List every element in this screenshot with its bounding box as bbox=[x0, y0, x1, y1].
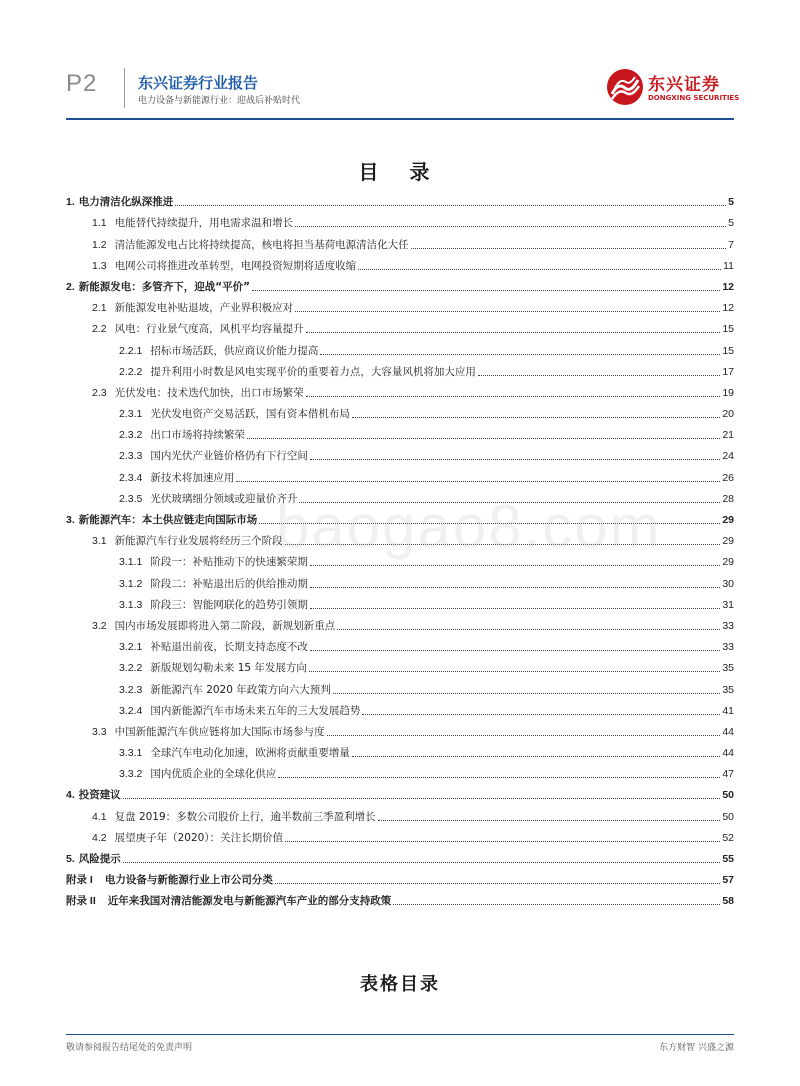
toc-entry-number: 附录 I bbox=[66, 874, 93, 887]
toc-entry[interactable] bbox=[66, 273, 734, 294]
toc-dot-leader bbox=[309, 671, 720, 672]
toc-entry-page: 17 bbox=[722, 365, 734, 378]
toc-entry-page: 55 bbox=[722, 853, 734, 865]
toc-entry-page: 57 bbox=[722, 874, 734, 887]
toc-entry-page: 29 bbox=[722, 556, 734, 569]
toc-entry-title: 新能源汽车行业发展将经历三个阶段 bbox=[114, 535, 283, 548]
toc-entry-title: 电能替代持续提升，用电需求温和增长 bbox=[114, 217, 294, 230]
toc-entry-page: 35 bbox=[722, 683, 734, 696]
toc-dot-leader bbox=[310, 565, 720, 566]
toc-entry-page: 12 bbox=[722, 280, 734, 293]
toc-entry-title: 新能源发电：多管齐下，迎战“平价” bbox=[78, 280, 251, 293]
toc-entry-number: 附录 II bbox=[66, 895, 96, 908]
toc-entry[interactable] bbox=[66, 654, 734, 675]
page-number: P2 bbox=[66, 70, 98, 97]
toc-entry[interactable] bbox=[66, 294, 734, 315]
toc-entry-title: 新能源汽车：本土供应链走向国际市场 bbox=[78, 514, 258, 526]
toc-entry-title: 光伏发电资产交易活跃，国有资本借机布局 bbox=[150, 408, 350, 421]
toc-entry-title: 光伏玻璃细分领域或迎量价齐升 bbox=[150, 492, 298, 505]
toc-dot-leader bbox=[236, 481, 720, 482]
toc-entry-number: 3.3.2 bbox=[119, 768, 143, 781]
toc-dot-leader bbox=[362, 714, 720, 715]
toc-entry-page: 30 bbox=[722, 577, 734, 590]
toc-entry-page: 41 bbox=[722, 704, 734, 717]
toc-dot-leader bbox=[306, 396, 721, 397]
toc-entry-title: 新版规划勾勒未来 15 年发展方向 bbox=[150, 662, 307, 675]
toc-entry-page: 33 bbox=[722, 641, 734, 654]
logo-english-name: DONGXING SECURITIES bbox=[648, 94, 740, 102]
toc-entry-page: 11 bbox=[723, 259, 734, 272]
toc-dot-leader bbox=[310, 459, 720, 460]
toc-dot-leader bbox=[275, 883, 720, 884]
toc-entry-title: 新能源汽车 2020 年政策方向六大预判 bbox=[150, 683, 331, 696]
toc-entry-title: 投资建议 bbox=[78, 789, 121, 802]
toc-entry-page: 44 bbox=[722, 747, 734, 760]
toc-entry-page: 29 bbox=[722, 535, 734, 548]
toc-entry-number: 1.1 bbox=[92, 217, 107, 230]
toc-entry-title: 出口市场将持续繁荣 bbox=[150, 429, 245, 442]
toc-entry-title: 电网公司将推进改革转型，电网投资短期将适度收缩 bbox=[114, 259, 357, 272]
toc-entry-page: 58 bbox=[722, 895, 734, 908]
footer-rule bbox=[66, 1034, 734, 1035]
toc-entry[interactable] bbox=[66, 824, 734, 845]
toc-dot-leader bbox=[333, 693, 721, 694]
toc-entry-number: 3.2.4 bbox=[119, 704, 143, 717]
toc-dot-leader bbox=[123, 862, 721, 863]
toc-entry[interactable] bbox=[66, 760, 734, 781]
toc-entry-title: 阶段一：补贴推动下的快速繁荣期 bbox=[150, 556, 308, 569]
toc-entry-title: 全球汽车电动化加速，欧洲将贡献重要增量 bbox=[150, 747, 350, 760]
toc-dot-leader bbox=[295, 311, 720, 312]
toc-entry-number: 2.3.4 bbox=[119, 471, 143, 484]
toc-dot-leader bbox=[393, 904, 720, 905]
toc-entry[interactable] bbox=[66, 675, 734, 696]
toc-entry[interactable] bbox=[66, 887, 734, 908]
toc-dot-leader bbox=[352, 756, 720, 757]
toc-entry[interactable] bbox=[66, 230, 734, 251]
toc-entry-number: 2.3.5 bbox=[119, 492, 143, 505]
toc-dot-leader bbox=[123, 798, 721, 799]
header-rule bbox=[66, 118, 734, 120]
toc-entry-page: 7 bbox=[728, 238, 734, 251]
toc-entry-title: 电力设备与新能源行业上市公司分类 bbox=[104, 874, 273, 887]
toc-dot-leader bbox=[327, 735, 721, 736]
toc-entry-number: 5. bbox=[66, 853, 75, 865]
toc-entry[interactable] bbox=[66, 697, 734, 718]
toc-dot-leader bbox=[252, 290, 720, 291]
toc-entry-number: 2.2 bbox=[92, 323, 107, 336]
toc-entry-title: 提升利用小时数是风电实现平价的重要着力点，大容量风机将加大应用 bbox=[150, 365, 476, 378]
toc-entry-title: 风电：行业景气度高，风机平均容量提升 bbox=[114, 323, 304, 336]
toc-entry-page: 12 bbox=[722, 302, 734, 315]
toc-entry-title: 新技术将加速应用 bbox=[150, 471, 235, 484]
toc-entry[interactable] bbox=[66, 252, 734, 273]
toc-entry-number: 2.3.2 bbox=[119, 429, 143, 442]
toc-entry-page: 29 bbox=[722, 514, 734, 526]
footer-disclaimer: 敬请参阅报告结尾处的免责声明 bbox=[66, 1043, 193, 1053]
toc-entry[interactable] bbox=[66, 612, 734, 633]
toc-entry[interactable] bbox=[66, 569, 734, 590]
toc-entry-title: 中国新能源汽车供应链将加大国际市场参与度 bbox=[114, 725, 325, 738]
toc-dot-leader bbox=[175, 205, 726, 206]
toc-entry-number: 2.2.2 bbox=[119, 365, 143, 378]
toc-entry-number: 3.3.1 bbox=[119, 747, 143, 760]
toc-entry[interactable] bbox=[66, 336, 734, 357]
toc-entry-title: 补贴退出前夜，长期支持态度不改 bbox=[150, 641, 308, 654]
toc-entry-number: 2.2.1 bbox=[119, 344, 143, 357]
toc-entry-page: 20 bbox=[722, 408, 734, 421]
toc-entry[interactable] bbox=[66, 802, 734, 823]
toc-entry-page: 15 bbox=[722, 344, 734, 357]
toc-entry-title: 阶段二：补贴退出后的供给推动期 bbox=[150, 577, 308, 590]
toc-entry-number: 2. bbox=[66, 280, 75, 293]
toc-dot-leader bbox=[378, 820, 721, 821]
watermark: baogao8.com bbox=[276, 493, 662, 560]
toc-entry[interactable] bbox=[66, 591, 734, 612]
toc-entry[interactable] bbox=[66, 739, 734, 760]
toc-dot-leader bbox=[320, 354, 720, 355]
toc-entry-number: 2.3 bbox=[92, 386, 107, 399]
toc-entry-number: 1.2 bbox=[92, 238, 107, 251]
footer-slogan: 东方财智 兴盛之源 bbox=[659, 1043, 734, 1053]
toc-entry-page: 15 bbox=[722, 323, 734, 336]
toc-entry[interactable] bbox=[66, 400, 734, 421]
toc-entry-title: 国内光伏产业链价格仍有下行空间 bbox=[150, 450, 308, 463]
toc-entry-page: 26 bbox=[722, 471, 734, 484]
toc-entry-number: 3.2.2 bbox=[119, 662, 143, 675]
toc-entry-title: 近年来我国对清洁能源发电与新能源汽车产业的部分支持政策 bbox=[107, 895, 392, 908]
toc-entry-page: 50 bbox=[722, 789, 734, 802]
toc-entry-page: 28 bbox=[722, 492, 734, 505]
toc-entry-page: 47 bbox=[722, 768, 734, 781]
toc-entry-title: 展望庚子年（2020）：关注长期价值 bbox=[114, 831, 284, 844]
toc-entry-page: 31 bbox=[722, 598, 734, 611]
toc-entry-page: 50 bbox=[722, 810, 734, 823]
toc-entry-title: 国内新能源汽车市场未来五年的三大发展趋势 bbox=[150, 704, 361, 717]
toc-entry-title: 国内优质企业的全球化供应 bbox=[150, 768, 277, 781]
toc-dot-leader bbox=[247, 438, 720, 439]
toc-entry-title: 国内市场发展即将进入第二阶段，新规划新重点 bbox=[114, 619, 336, 632]
toc-entry[interactable] bbox=[66, 209, 734, 230]
toc-entry-number: 3.3 bbox=[92, 725, 107, 738]
toc-entry-title: 阶段三：智能网联化的趋势引领期 bbox=[150, 598, 308, 611]
toc-entry-number: 1.3 bbox=[92, 259, 107, 272]
toc-entry-number: 3.1.3 bbox=[119, 598, 143, 611]
toc-entry-title: 光伏发电：技术迭代加快，出口市场繁荣 bbox=[114, 386, 304, 399]
toc-entry[interactable] bbox=[66, 845, 734, 866]
dongxing-logo-icon bbox=[606, 68, 644, 106]
toc-entry[interactable] bbox=[66, 188, 734, 209]
toc-entry-title: 新能源发电补贴退坡，产业界积极应对 bbox=[114, 302, 294, 315]
report-title: 东兴证券行业报告 bbox=[138, 74, 259, 92]
toc-entry-title: 招标市场活跃，供应商议价能力提高 bbox=[150, 344, 319, 357]
toc-entry[interactable] bbox=[66, 421, 734, 442]
toc-dot-leader bbox=[285, 841, 720, 842]
toc-dot-leader bbox=[411, 248, 727, 249]
toc-heading: 目 录 bbox=[358, 160, 442, 184]
toc-entry[interactable] bbox=[66, 358, 734, 379]
company-logo bbox=[606, 68, 740, 112]
toc-entry-number: 2.3.3 bbox=[119, 450, 143, 463]
toc-entry-number: 2.3.1 bbox=[119, 408, 143, 421]
toc-dot-leader bbox=[310, 587, 720, 588]
header-divider bbox=[124, 68, 125, 108]
toc-entry-number: 4.2 bbox=[92, 831, 107, 844]
toc-dot-leader bbox=[278, 777, 720, 778]
toc-dot-leader bbox=[478, 375, 720, 376]
toc-entry[interactable] bbox=[66, 442, 734, 463]
page-header bbox=[0, 0, 800, 125]
toc-entry-title: 复盘 2019：多数公司股价上行，逾半数前三季盈利增长 bbox=[114, 810, 376, 823]
toc-entry[interactable] bbox=[66, 463, 734, 484]
toc-entry-number: 3.1 bbox=[92, 535, 107, 548]
toc-entry-page: 44 bbox=[722, 725, 734, 738]
toc-entry-number: 4. bbox=[66, 789, 75, 802]
toc-dot-leader bbox=[310, 650, 720, 651]
toc-dot-leader bbox=[295, 226, 726, 227]
toc-dot-leader bbox=[352, 417, 720, 418]
toc-entry[interactable] bbox=[66, 315, 734, 336]
toc-entry-number: 3.1.1 bbox=[119, 556, 143, 569]
toc-entry-number: 3.2.3 bbox=[119, 683, 143, 696]
toc-entry-number: 3.2 bbox=[92, 619, 107, 632]
toc-entry-page: 19 bbox=[722, 386, 734, 399]
toc-dot-leader bbox=[306, 332, 721, 333]
toc-entry-number: 3.2.1 bbox=[119, 641, 143, 654]
toc-entry-page: 52 bbox=[722, 831, 734, 844]
toc-entry-number: 1. bbox=[66, 196, 75, 209]
toc-entry-title: 风险提示 bbox=[78, 853, 121, 865]
toc-entry-page: 5 bbox=[728, 217, 734, 230]
toc-entry-number: 2.1 bbox=[92, 302, 107, 315]
toc-entry-number: 3. bbox=[66, 514, 75, 526]
toc-entry[interactable] bbox=[66, 633, 734, 654]
toc-dot-leader bbox=[358, 269, 721, 270]
toc-entry-page: 5 bbox=[728, 196, 734, 209]
toc-entry-page: 33 bbox=[722, 619, 734, 632]
toc-entry[interactable] bbox=[66, 379, 734, 400]
toc-entry-title: 清洁能源发电占比将持续提高，核电将担当基荷电源清洁化大任 bbox=[114, 238, 409, 251]
toc-entry-page: 21 bbox=[722, 429, 734, 442]
toc-entry[interactable] bbox=[66, 866, 734, 887]
toc-entry-number: 4.1 bbox=[92, 810, 107, 823]
toc-dot-leader bbox=[310, 608, 720, 609]
toc-dot-leader bbox=[337, 629, 720, 630]
toc-entry[interactable] bbox=[66, 718, 734, 739]
logo-chinese-name: 东兴证券 bbox=[648, 75, 720, 95]
toc-entry-title: 电力清洁化纵深推进 bbox=[78, 196, 174, 209]
toc-entry-number: 3.1.2 bbox=[119, 577, 143, 590]
report-subtitle: 电力设备与新能源行业：迎战后补贴时代 bbox=[138, 96, 301, 106]
toc-entry[interactable] bbox=[66, 781, 734, 802]
toc-entry-page: 35 bbox=[722, 662, 734, 675]
tables-list-heading: 表格目录 bbox=[360, 974, 440, 995]
toc-entry-page: 24 bbox=[722, 450, 734, 463]
